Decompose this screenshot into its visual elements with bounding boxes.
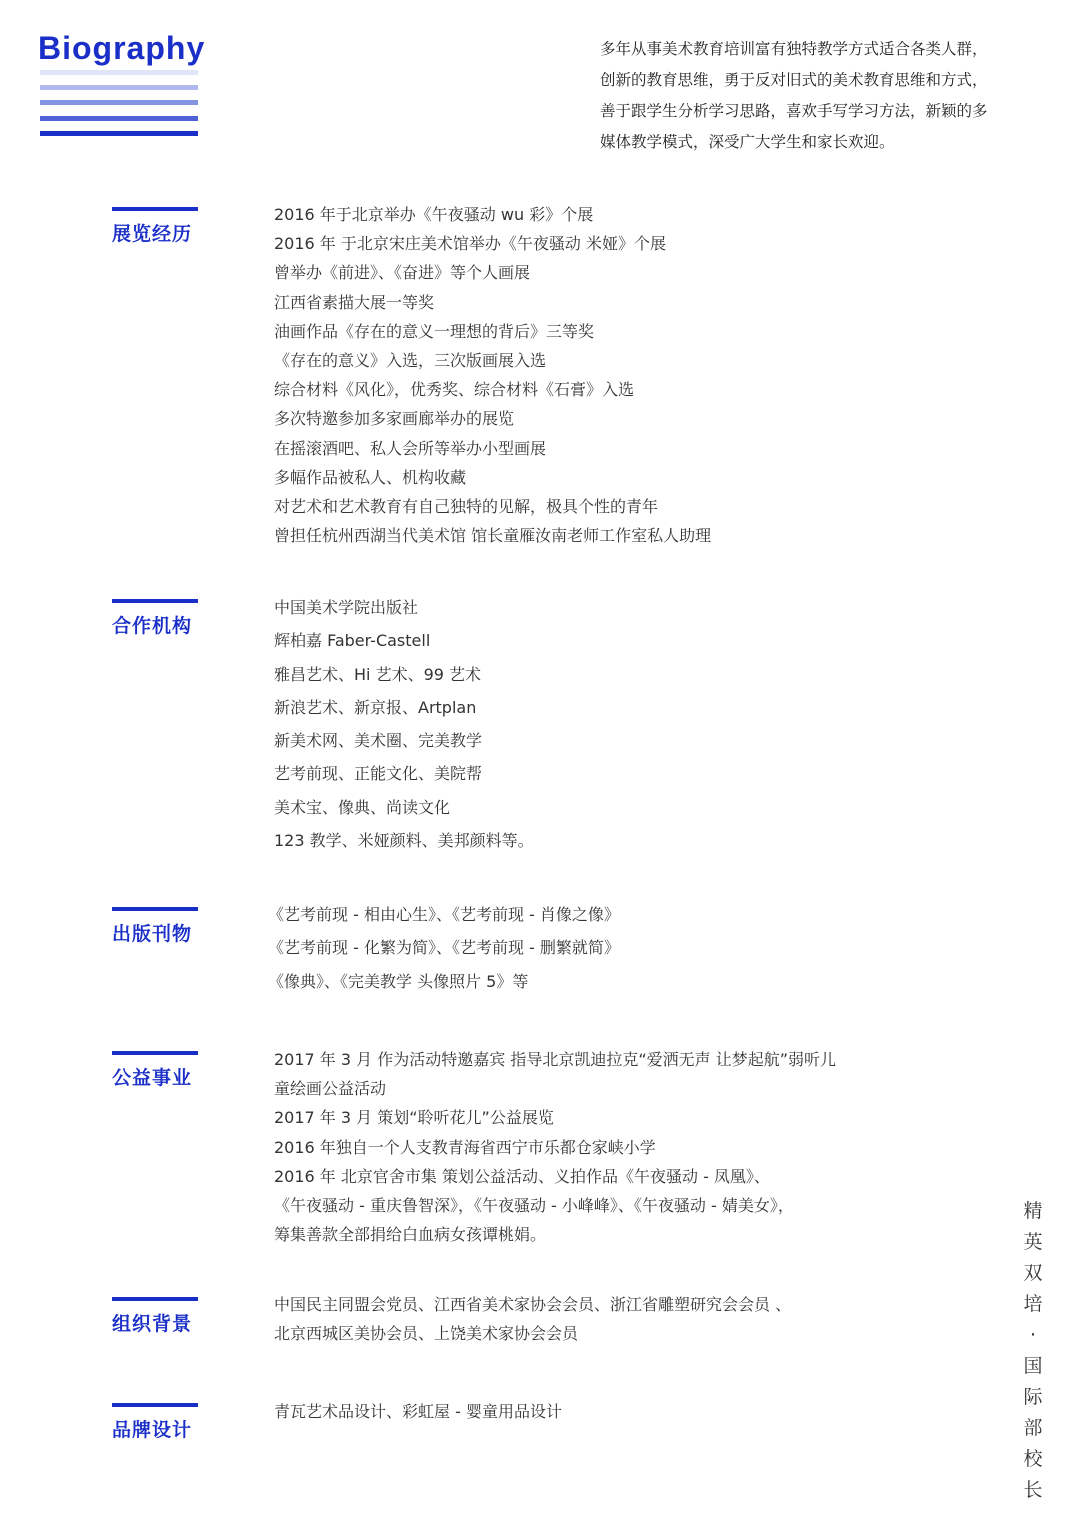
heading-bar [112,1297,198,1301]
section-line: 美术宝、像典、尚读文化 [274,797,451,817]
title-stripe [40,70,198,75]
section-line: 新美术网、美术圈、完美教学 [274,731,483,751]
section-label: 出版刊物 [112,923,193,945]
section-label: 展览经历 [112,223,193,245]
section-line: 艺考前现、正能文化、美院帮 [274,764,483,784]
section-body-partners [274,591,534,857]
intro-line: 多年从事美术教育培训富有独特教学方式适合各类人群， [600,40,988,58]
section-label: 组织背景 [112,1313,193,1335]
section-line: 2016 年 北京官舍市集 策划公益活动、义拍作品《午夜骚动 - 凤凰》、 [274,1166,770,1186]
section-label: 公益事业 [112,1067,193,1089]
section-body-charity [274,1045,836,1249]
section-line: 《午夜骚动 - 重庆鲁智深》，《午夜骚动 - 小峰峰》、《午夜骚动 - 婧美女》， [274,1196,794,1216]
vertical-char: 校 [1023,1448,1043,1470]
section-line: 中国美术学院出版社 [274,598,419,617]
section-line: 《存在的意义》入选，三次版画展入选 [274,351,547,371]
section-line: 油画作品《存在的意义一理想的背后》三等奖 [274,321,595,341]
section-line: 123 教学、米娅颜料、美邦颜料等。 [274,831,534,851]
section-heading-partners [112,599,198,638]
heading-bar [112,1403,198,1407]
title-stripe [40,100,198,105]
heading-bar [112,907,198,911]
vertical-char: 国 [1023,1355,1043,1377]
section-line: 新浪艺术、新京报、Artplan [274,697,477,717]
section-body-exhibitions [274,200,711,550]
intro-line: 媒体教学模式，深受广大学生和家长欢迎。 [600,133,895,151]
section-line: 雅昌艺术、Hi 艺术、99 艺术 [274,664,482,684]
section-line: 北京西城区美协会员、上饶美术家协会会员 [274,1324,579,1344]
vertical-char: 长 [1023,1479,1043,1501]
section-body-publications [268,898,620,998]
section-line: 2016 年于北京举办《午夜骚动 wu 彩》个展 [274,205,594,224]
vertical-char: · [1029,1324,1037,1346]
section-line: 2016 年独自一个人支教青海省西宁市乐都仓家峡小学 [274,1137,656,1157]
section-line: 在摇滚酒吧、私人会所等举办小型画展 [274,438,547,458]
intro-line: 善于跟学生分析学习思路，喜欢手写学习方法，新颖的多 [600,102,988,120]
section-line: 综合材料《风化》，优秀奖、综合材料《石膏》入选 [274,380,635,400]
section-line: 童绘画公益活动 [274,1079,387,1099]
section-body-organizations [274,1290,791,1348]
heading-bar [112,207,198,211]
intro-line: 创新的教育思维，勇于反对旧式的美术教育思维和方式， [600,71,988,89]
section-line: 曾担任杭州西湖当代美术馆 馆长童雁汝南老师工作室私人助理 [274,526,712,546]
section-line: 筹集善款全部捐给白血病女孩谭桃娟。 [274,1225,547,1245]
section-label: 合作机构 [112,615,193,637]
vertical-char: 英 [1023,1231,1043,1253]
title-stripe [40,116,198,121]
heading-bar [112,1051,198,1055]
vertical-char: 部 [1023,1417,1043,1439]
section-heading-brand-design [112,1403,198,1442]
title-stripe [40,85,198,90]
section-line: 多次特邀参加多家画廊举办的展览 [274,409,515,429]
heading-bar [112,599,198,603]
vertical-char: 双 [1023,1262,1043,1284]
title-stripe [40,131,198,136]
section-body-brand-design [274,1397,562,1426]
section-line: 多幅作品被私人、机构收藏 [274,467,467,487]
vertical-char: 精 [1023,1200,1043,1222]
section-line: 《艺考前现 - 相由心生》、《艺考前现 - 肖像之像》 [268,905,620,924]
section-line: 对艺术和艺术教育有自己独特的见解，极具个性的青年 [274,497,659,517]
intro-paragraph [600,34,1050,158]
section-heading-publications [112,907,198,946]
section-heading-exhibitions [112,207,198,246]
section-line: 2017 年 3 月 作为活动特邀嘉宾 指导北京凯迪拉克“爱洒无声 让梦起航”弱听儿 [274,1050,836,1069]
section-label: 品牌设计 [112,1419,193,1441]
section-line: 江西省素描大展一等奖 [274,292,435,312]
section-line: 2017 年 3 月 策划“聆听花儿”公益展览 [274,1108,554,1128]
vertical-char: 培 [1023,1293,1043,1315]
section-line: 2016 年 于北京宋庄美术馆举办《午夜骚动 米娅》个展 [274,234,666,254]
vertical-char: 际 [1023,1386,1043,1408]
section-heading-organizations [112,1297,198,1336]
section-line: 青瓦艺术品设计、彩虹屋 - 婴童用品设计 [274,1402,562,1421]
biography-title: Biography [38,30,206,66]
section-line: 辉柏嘉 Faber-Castell [274,631,431,651]
vertical-title [1021,1196,1045,1506]
section-line: 曾举办《前进》、《奋进》等个人画展 [274,263,531,283]
section-line: 《艺考前现 - 化繁为简》、《艺考前现 - 删繁就简》 [268,938,620,958]
section-line: 中国民主同盟会党员、江西省美术家协会会员、浙江省雕塑研究会会员 、 [274,1295,792,1314]
section-heading-charity [112,1051,198,1090]
section-line: 《像典》、《完美教学 头像照片 5》等 [268,971,529,991]
